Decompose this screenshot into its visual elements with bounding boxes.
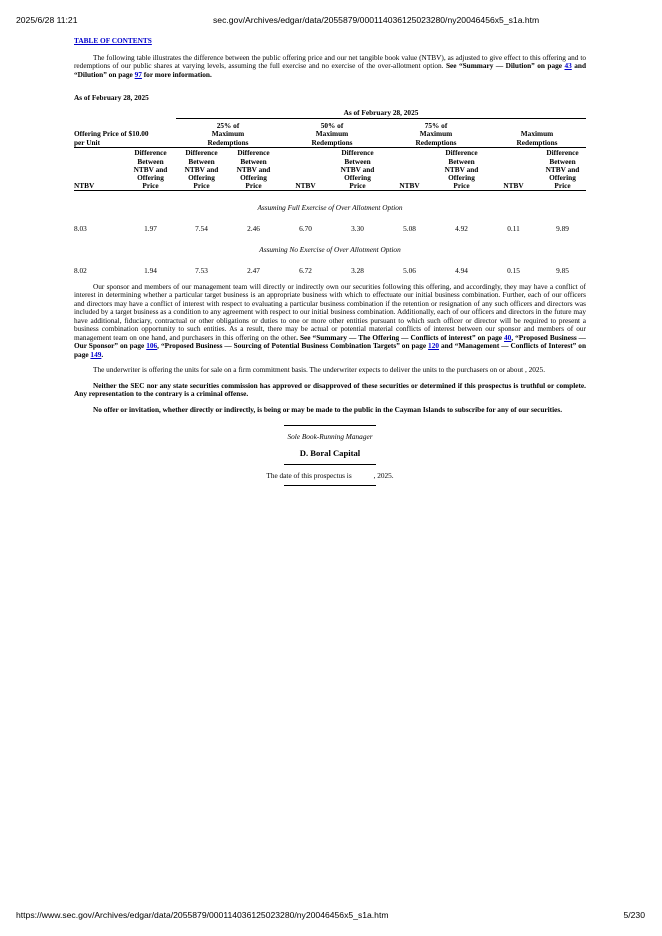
table-cell: 6.70 [299, 224, 312, 234]
group-max-header: Maximum Redemptions [488, 122, 586, 147]
col-ntbv: NTBV [280, 149, 331, 191]
table-cell: 9.85 [556, 266, 569, 276]
print-url: https://www.sec.gov/Archives/edgar/data/2055879/000114036125023280/ny20046456x5_s1a.htm [16, 910, 389, 920]
page-link-97[interactable]: 97 [134, 69, 142, 79]
col-diff: Difference Between NTBV and Offering Price [435, 149, 488, 191]
section-no-exercise: Assuming No Exercise of Over Allotment Option [259, 245, 401, 255]
divider [284, 485, 376, 486]
table-cell: 2.46 [247, 224, 260, 234]
table-of-contents-link[interactable]: TABLE OF CONTENTS [74, 36, 152, 45]
page-link-120[interactable]: 120 [428, 341, 439, 351]
col-ntbv: NTBV [488, 149, 539, 191]
section-full-exercise: Assuming Full Exercise of Over Allotment Option [257, 202, 403, 212]
table-cell: 3.28 [351, 266, 364, 276]
cayman-disclaimer: No offer or invitation, whether directly or indirectly, is being or may be made to the public in the Cayman Islands to subscribe for any of our securities. [93, 404, 563, 414]
as-of-date: As of February 28, 2025 [74, 93, 149, 102]
underwriter-paragraph: The underwriter is offering the units for sale on a firm commitment basis. The underwriter expects to deliver the units to the purchasers on or about , 2025. [93, 365, 546, 375]
conflicts-paragraph: Our sponsor and members of our management team will directly or indirectly own our securities following this offering, and accordingly, they may have a conflict of interest in determining whether a particular target business is an appropriate business with which to effectuate our initial business combination. Further, each of our officers and directors may have a conflict of interest with respect to evaluating a particular business combination if the retention or resignation of any such officers and directors was included by a target business as a condition to any agreement with respect to our initial business combination. Additionally, each of our officers and directors in the future may have additional, fiduciary, contractual or other obligations or duties to one or more other entities pursuant to which such officer or director will be required to present a business combination opportunity to such entities. As a result, there may be actual or potential material conflicts of interest between our sponsor and members of our management team on one hand, and purchasers in this offering on the other. See “Summary — The Offering — Conflicts of interest” on page 40, “Proposed Business — Our Sponsor” on page 106, “Proposed Business — Sourcing of Potential Business Combination Targets” on page 120 and “Management — Conflicts of Interest” on page 149. [74, 281, 587, 359]
column-header-row [74, 149, 586, 191]
col-diff: Difference Between NTBV and Offering Price [331, 149, 384, 191]
page-link-149[interactable]: 149 [90, 349, 102, 359]
page-link-106[interactable]: 106 [146, 341, 158, 351]
col-ntbv: NTBV [384, 149, 435, 191]
table-cell: 5.08 [403, 224, 416, 234]
sec-disclaimer: Neither the SEC nor any state securities commission has approved or disapproved of these securities or determined if this prospectus is truthful or complete. Any representation to the contrary is a criminal offense. [74, 380, 586, 399]
ntbv-table [74, 109, 586, 276]
browser-footer [16, 910, 646, 922]
offering-price-header: Offering Price of $10.00 per Unit [74, 122, 176, 147]
col-diff: Difference Between NTBV and Offering Price [125, 149, 176, 191]
page-link-43[interactable]: 43 [564, 61, 572, 70]
table-row [74, 225, 586, 233]
col-diff: Difference Between NTBV and Offering Price [227, 149, 280, 191]
col-diff: Difference Between NTBV and Offering Price [176, 149, 227, 191]
table-cell: 7.53 [195, 266, 208, 276]
as-of-span-header: As of February 28, 2025 [176, 109, 586, 119]
table-cell: 5.06 [403, 266, 416, 276]
table-cell: 3.30 [351, 224, 364, 234]
group-75-header: 75% of Maximum Redemptions [384, 122, 488, 147]
prospectus-date: The date of this prospectus is , 2025. [266, 471, 394, 481]
manager-role: Sole Book-Running Manager [287, 432, 373, 442]
col-diff: Difference Between NTBV and Offering Price [539, 149, 586, 191]
group-25-header: 25% of Maximum Redemptions [176, 122, 280, 147]
intro-paragraph: The following table illustrates the difference between the public offering price and our net tangible book value (NTBV), as adjusted to give effect to this offering and to redemptions of our public shares at varying levels, assuming the full exercise and no exercise of the over-allotment option. See “Summary — Dilution” on page 43 and “Dilution” on page 97 for more information. [74, 52, 587, 79]
print-page-number: 5/230 [623, 910, 645, 920]
print-datetime: 2025/6/28 11:21 [16, 15, 78, 25]
table-cell: 9.89 [556, 224, 569, 234]
table-cell: 1.94 [144, 266, 157, 276]
table-cell: 1.97 [144, 224, 157, 234]
manager-name: D. Boral Capital [299, 447, 361, 458]
group-50-header: 50% of Maximum Redemptions [280, 122, 384, 147]
divider [284, 464, 376, 465]
print-title: sec.gov/Archives/edgar/data/2055879/000114036125023280/ny20046456x5_s1a.htm [213, 15, 540, 25]
col-ntbv: NTBV [74, 149, 125, 191]
table-cell: 7.54 [195, 224, 208, 234]
table-cell: 4.92 [455, 224, 468, 234]
table-cell: 6.72 [299, 266, 312, 276]
table-cell: 2.47 [247, 266, 260, 276]
document-body [74, 37, 586, 486]
browser-header [16, 15, 646, 27]
table-cell: 8.02 [74, 266, 87, 276]
table-cell: 0.11 [507, 224, 520, 234]
table-cell: 0.15 [507, 266, 520, 276]
table-row [74, 267, 586, 275]
table-cell: 4.94 [455, 266, 468, 276]
page-link-40[interactable]: 40 [504, 332, 512, 342]
divider [284, 425, 376, 426]
table-cell: 8.03 [74, 224, 87, 234]
